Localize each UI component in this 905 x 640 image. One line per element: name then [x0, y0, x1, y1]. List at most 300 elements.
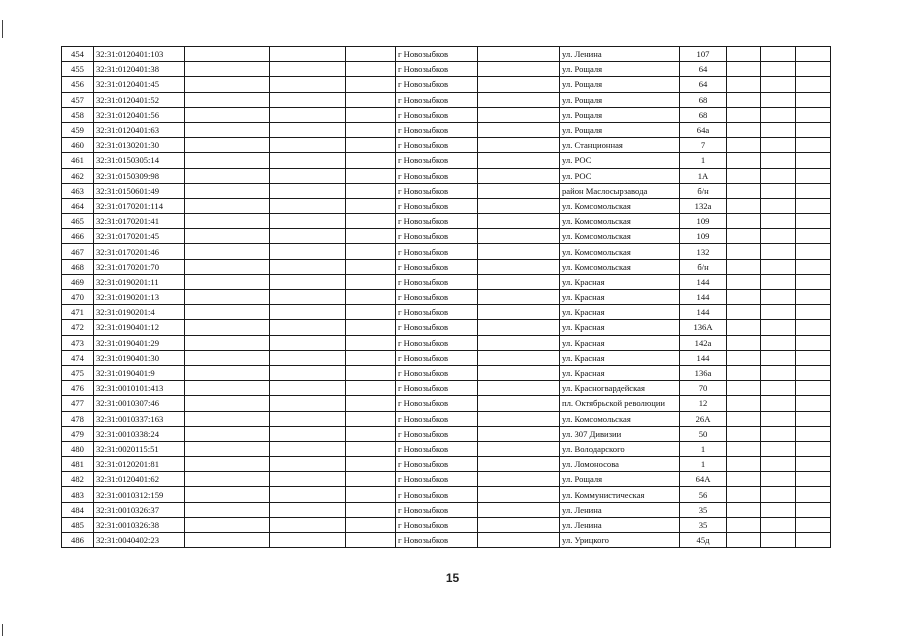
empty-cell [346, 229, 396, 244]
empty-cell [761, 305, 796, 320]
street-cell: ул. 307 Дивизии [560, 426, 680, 441]
scan-edge-mark [2, 20, 3, 38]
row-number-cell: 463 [62, 183, 94, 198]
empty-cell [185, 198, 270, 213]
row-number-cell: 474 [62, 350, 94, 365]
empty-cell [185, 229, 270, 244]
empty-cell [796, 411, 831, 426]
empty-cell [346, 320, 396, 335]
house-number-cell: 132а [680, 198, 727, 213]
street-cell: ул. Красная [560, 274, 680, 289]
empty-cell [270, 183, 346, 198]
empty-cell [761, 350, 796, 365]
street-cell: ул. Комсомольская [560, 229, 680, 244]
street-cell: район Маслосырзавода [560, 183, 680, 198]
street-cell: ул. Ленина [560, 47, 680, 62]
empty-cell [478, 214, 560, 229]
row-number-cell: 461 [62, 153, 94, 168]
empty-cell [478, 229, 560, 244]
empty-cell [346, 62, 396, 77]
house-number-cell: 70 [680, 381, 727, 396]
cadastral-number-cell: 32:31:0120401:56 [94, 107, 185, 122]
empty-cell [478, 138, 560, 153]
cadastral-number-cell: 32:31:0190401:29 [94, 335, 185, 350]
registry-table [61, 46, 831, 548]
empty-cell [796, 214, 831, 229]
city-cell: г Новозыбков [396, 457, 478, 472]
empty-cell [478, 122, 560, 137]
cadastral-number-cell: 32:31:0190401:9 [94, 365, 185, 380]
empty-cell [346, 517, 396, 532]
empty-cell [796, 487, 831, 502]
empty-cell [270, 365, 346, 380]
empty-cell [270, 47, 346, 62]
empty-cell [185, 426, 270, 441]
table-row [62, 305, 831, 320]
row-number-cell: 465 [62, 214, 94, 229]
empty-cell [478, 107, 560, 122]
table-row [62, 517, 831, 532]
city-cell: г Новозыбков [396, 62, 478, 77]
empty-cell [761, 274, 796, 289]
table-row [62, 244, 831, 259]
empty-cell [346, 92, 396, 107]
empty-cell [185, 214, 270, 229]
empty-cell [478, 487, 560, 502]
empty-cell [346, 426, 396, 441]
empty-cell [727, 441, 761, 456]
street-cell: ул. Рощаля [560, 472, 680, 487]
empty-cell [796, 533, 831, 548]
city-cell: г Новозыбков [396, 183, 478, 198]
empty-cell [346, 472, 396, 487]
city-cell: г Новозыбков [396, 214, 478, 229]
empty-cell [185, 244, 270, 259]
cadastral-number-cell: 32:31:0120401:63 [94, 122, 185, 137]
table-row [62, 472, 831, 487]
empty-cell [270, 411, 346, 426]
empty-cell [185, 290, 270, 305]
house-number-cell: 136А [680, 320, 727, 335]
empty-cell [761, 198, 796, 213]
empty-cell [346, 396, 396, 411]
house-number-cell: 45д [680, 533, 727, 548]
house-number-cell: 107 [680, 47, 727, 62]
cadastral-number-cell: 32:31:0010326:38 [94, 517, 185, 532]
empty-cell [478, 168, 560, 183]
empty-cell [185, 47, 270, 62]
street-cell: ул. Красная [560, 290, 680, 305]
empty-cell [727, 381, 761, 396]
street-cell: ул. Володарского [560, 441, 680, 456]
empty-cell [185, 320, 270, 335]
empty-cell [346, 457, 396, 472]
empty-cell [761, 92, 796, 107]
city-cell: г Новозыбков [396, 138, 478, 153]
cadastral-number-cell: 32:31:0120401:38 [94, 62, 185, 77]
empty-cell [478, 183, 560, 198]
table-row [62, 259, 831, 274]
empty-cell [185, 533, 270, 548]
empty-cell [346, 350, 396, 365]
empty-cell [185, 107, 270, 122]
empty-cell [727, 244, 761, 259]
empty-cell [346, 411, 396, 426]
house-number-cell: 136а [680, 365, 727, 380]
empty-cell [727, 138, 761, 153]
empty-cell [270, 62, 346, 77]
city-cell: г Новозыбков [396, 153, 478, 168]
street-cell: ул. РОС [560, 153, 680, 168]
cadastral-number-cell: 32:31:0010326:37 [94, 502, 185, 517]
empty-cell [796, 107, 831, 122]
city-cell: г Новозыбков [396, 517, 478, 532]
table-row [62, 107, 831, 122]
cadastral-number-cell: 32:31:0150309:98 [94, 168, 185, 183]
city-cell: г Новозыбков [396, 259, 478, 274]
empty-cell [478, 274, 560, 289]
city-cell: г Новозыбков [396, 365, 478, 380]
empty-cell [185, 396, 270, 411]
empty-cell [796, 441, 831, 456]
cadastral-number-cell: 32:31:0120401:52 [94, 92, 185, 107]
empty-cell [796, 502, 831, 517]
empty-cell [346, 502, 396, 517]
empty-cell [727, 62, 761, 77]
empty-cell [478, 92, 560, 107]
row-number-cell: 478 [62, 411, 94, 426]
empty-cell [727, 457, 761, 472]
empty-cell [185, 168, 270, 183]
house-number-cell: 142а [680, 335, 727, 350]
empty-cell [346, 183, 396, 198]
empty-cell [727, 487, 761, 502]
cadastral-number-cell: 32:31:0120401:45 [94, 77, 185, 92]
house-number-cell: 64 [680, 62, 727, 77]
empty-cell [727, 183, 761, 198]
table-row [62, 502, 831, 517]
table-row [62, 487, 831, 502]
empty-cell [727, 350, 761, 365]
empty-cell [270, 122, 346, 137]
street-cell: ул. Комсомольская [560, 259, 680, 274]
table-row [62, 77, 831, 92]
empty-cell [761, 320, 796, 335]
empty-cell [761, 426, 796, 441]
city-cell: г Новозыбков [396, 92, 478, 107]
house-number-cell: 144 [680, 350, 727, 365]
empty-cell [185, 92, 270, 107]
empty-cell [761, 168, 796, 183]
street-cell: ул. Комсомольская [560, 198, 680, 213]
empty-cell [346, 274, 396, 289]
empty-cell [270, 107, 346, 122]
empty-cell [270, 153, 346, 168]
house-number-cell: 26А [680, 411, 727, 426]
street-cell: ул. Красногвардейская [560, 381, 680, 396]
empty-cell [796, 290, 831, 305]
empty-cell [478, 502, 560, 517]
empty-cell [346, 290, 396, 305]
empty-cell [270, 381, 346, 396]
table-row [62, 396, 831, 411]
city-cell: г Новозыбков [396, 168, 478, 183]
empty-cell [346, 381, 396, 396]
house-number-cell: 64 [680, 77, 727, 92]
empty-cell [796, 472, 831, 487]
empty-cell [346, 335, 396, 350]
table-row [62, 381, 831, 396]
city-cell: г Новозыбков [396, 122, 478, 137]
empty-cell [727, 274, 761, 289]
house-number-cell: 1 [680, 457, 727, 472]
table-row [62, 153, 831, 168]
empty-cell [346, 487, 396, 502]
empty-cell [761, 122, 796, 137]
row-number-cell: 466 [62, 229, 94, 244]
empty-cell [270, 350, 346, 365]
table-row [62, 229, 831, 244]
house-number-cell: 12 [680, 396, 727, 411]
table-row [62, 168, 831, 183]
city-cell: г Новозыбков [396, 320, 478, 335]
street-cell: ул. Красная [560, 350, 680, 365]
table-row [62, 335, 831, 350]
street-cell: ул. Рощаля [560, 77, 680, 92]
empty-cell [270, 457, 346, 472]
street-cell: ул. Красная [560, 320, 680, 335]
empty-cell [478, 411, 560, 426]
street-cell: ул. Комсомольская [560, 411, 680, 426]
empty-cell [346, 198, 396, 213]
house-number-cell: 144 [680, 290, 727, 305]
empty-cell [270, 290, 346, 305]
empty-cell [796, 183, 831, 198]
empty-cell [796, 62, 831, 77]
empty-cell [346, 153, 396, 168]
empty-cell [270, 274, 346, 289]
city-cell: г Новозыбков [396, 290, 478, 305]
city-cell: г Новозыбков [396, 198, 478, 213]
empty-cell [761, 517, 796, 532]
empty-cell [270, 168, 346, 183]
empty-cell [185, 259, 270, 274]
table-row [62, 62, 831, 77]
house-number-cell: 64А [680, 472, 727, 487]
street-cell: ул. Ломоносова [560, 457, 680, 472]
scan-edge-mark [2, 624, 3, 636]
house-number-cell: 35 [680, 517, 727, 532]
house-number-cell: 109 [680, 229, 727, 244]
empty-cell [727, 426, 761, 441]
house-number-cell: 1 [680, 153, 727, 168]
empty-cell [761, 472, 796, 487]
empty-cell [185, 122, 270, 137]
city-cell: г Новозыбков [396, 472, 478, 487]
city-cell: г Новозыбков [396, 441, 478, 456]
table-row [62, 92, 831, 107]
empty-cell [478, 396, 560, 411]
empty-cell [270, 305, 346, 320]
row-number-cell: 455 [62, 62, 94, 77]
city-cell: г Новозыбков [396, 426, 478, 441]
empty-cell [185, 77, 270, 92]
table-row [62, 320, 831, 335]
street-cell: ул. Красная [560, 365, 680, 380]
street-cell: пл. Октябрьской революции [560, 396, 680, 411]
cadastral-number-cell: 32:31:0170201:70 [94, 259, 185, 274]
empty-cell [185, 487, 270, 502]
empty-cell [478, 441, 560, 456]
empty-cell [185, 441, 270, 456]
empty-cell [185, 350, 270, 365]
street-cell: ул. Ленина [560, 517, 680, 532]
empty-cell [270, 502, 346, 517]
table-row [62, 138, 831, 153]
row-number-cell: 456 [62, 77, 94, 92]
street-cell: ул. Комсомольская [560, 244, 680, 259]
table-row [62, 426, 831, 441]
empty-cell [727, 214, 761, 229]
empty-cell [761, 290, 796, 305]
empty-cell [761, 502, 796, 517]
empty-cell [270, 244, 346, 259]
empty-cell [346, 77, 396, 92]
cadastral-number-cell: 32:31:0010101:413 [94, 381, 185, 396]
empty-cell [478, 426, 560, 441]
empty-cell [727, 472, 761, 487]
empty-cell [270, 229, 346, 244]
empty-cell [727, 502, 761, 517]
empty-cell [796, 153, 831, 168]
table-row [62, 198, 831, 213]
empty-cell [796, 517, 831, 532]
empty-cell [796, 396, 831, 411]
house-number-cell: 35 [680, 502, 727, 517]
street-cell: ул. Рощаля [560, 92, 680, 107]
empty-cell [761, 214, 796, 229]
empty-cell [761, 533, 796, 548]
empty-cell [478, 381, 560, 396]
table-row [62, 183, 831, 198]
city-cell: г Новозыбков [396, 533, 478, 548]
empty-cell [727, 305, 761, 320]
empty-cell [727, 533, 761, 548]
street-cell: ул. Урицкого [560, 533, 680, 548]
city-cell: г Новозыбков [396, 381, 478, 396]
empty-cell [185, 305, 270, 320]
empty-cell [478, 365, 560, 380]
empty-cell [796, 122, 831, 137]
empty-cell [185, 365, 270, 380]
empty-cell [796, 335, 831, 350]
city-cell: г Новозыбков [396, 274, 478, 289]
cadastral-number-cell: 32:31:0150601:49 [94, 183, 185, 198]
cadastral-number-cell: 32:31:0190201:4 [94, 305, 185, 320]
house-number-cell: 56 [680, 487, 727, 502]
house-number-cell: 132 [680, 244, 727, 259]
table-row [62, 214, 831, 229]
cadastral-number-cell: 32:31:0170201:114 [94, 198, 185, 213]
empty-cell [727, 198, 761, 213]
empty-cell [185, 62, 270, 77]
row-number-cell: 480 [62, 441, 94, 456]
cadastral-number-cell: 32:31:0130201:30 [94, 138, 185, 153]
row-number-cell: 475 [62, 365, 94, 380]
empty-cell [185, 517, 270, 532]
empty-cell [185, 274, 270, 289]
house-number-cell: б/н [680, 259, 727, 274]
empty-cell [270, 487, 346, 502]
street-cell: ул. Рощаля [560, 122, 680, 137]
empty-cell [761, 457, 796, 472]
empty-cell [478, 198, 560, 213]
street-cell: ул. Красная [560, 305, 680, 320]
empty-cell [796, 244, 831, 259]
city-cell: г Новозыбков [396, 487, 478, 502]
table-row [62, 411, 831, 426]
empty-cell [727, 365, 761, 380]
empty-cell [270, 77, 346, 92]
empty-cell [270, 198, 346, 213]
empty-cell [478, 533, 560, 548]
empty-cell [796, 381, 831, 396]
row-number-cell: 471 [62, 305, 94, 320]
table-row [62, 122, 831, 137]
house-number-cell: 144 [680, 305, 727, 320]
empty-cell [796, 168, 831, 183]
table-row [62, 365, 831, 380]
row-number-cell: 484 [62, 502, 94, 517]
row-number-cell: 457 [62, 92, 94, 107]
empty-cell [185, 411, 270, 426]
empty-cell [346, 138, 396, 153]
empty-cell [796, 198, 831, 213]
table-row [62, 47, 831, 62]
empty-cell [761, 138, 796, 153]
house-number-cell: 1 [680, 441, 727, 456]
page-number: 15 [445, 571, 460, 585]
empty-cell [727, 77, 761, 92]
empty-cell [796, 426, 831, 441]
empty-cell [796, 350, 831, 365]
cadastral-number-cell: 32:31:0150305:14 [94, 153, 185, 168]
empty-cell [478, 259, 560, 274]
street-cell: ул. Рощаля [560, 62, 680, 77]
row-number-cell: 477 [62, 396, 94, 411]
row-number-cell: 468 [62, 259, 94, 274]
empty-cell [270, 472, 346, 487]
empty-cell [185, 381, 270, 396]
empty-cell [346, 259, 396, 274]
empty-cell [796, 365, 831, 380]
house-number-cell: 68 [680, 92, 727, 107]
empty-cell [727, 259, 761, 274]
empty-cell [346, 107, 396, 122]
empty-cell [727, 168, 761, 183]
empty-cell [761, 183, 796, 198]
house-number-cell: б/н [680, 183, 727, 198]
empty-cell [761, 244, 796, 259]
city-cell: г Новозыбков [396, 335, 478, 350]
row-number-cell: 462 [62, 168, 94, 183]
empty-cell [478, 62, 560, 77]
empty-cell [727, 396, 761, 411]
empty-cell [761, 107, 796, 122]
city-cell: г Новозыбков [396, 229, 478, 244]
empty-cell [796, 138, 831, 153]
empty-cell [727, 153, 761, 168]
